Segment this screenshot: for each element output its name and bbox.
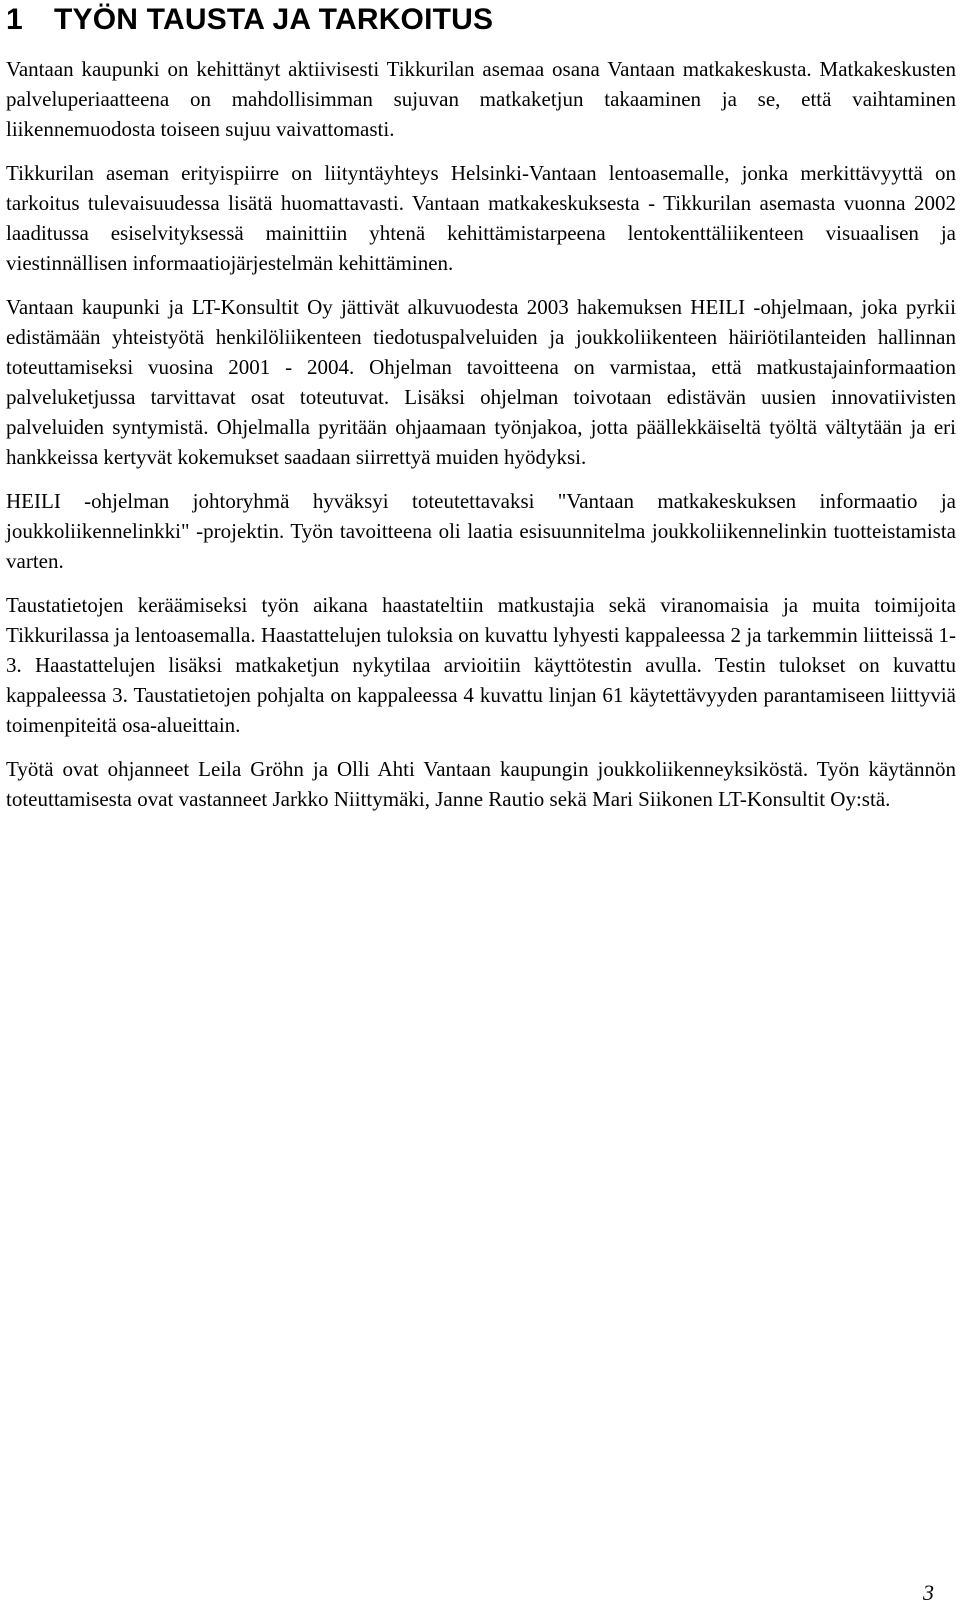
section-title: TYÖN TAUSTA JA TARKOITUS [54, 3, 494, 36]
paragraph-heili-application: Vantaan kaupunki ja LT-Konsultit Oy jättivät alkuvuodesta 2003 hakemuksen HEILI -ohjelmaan, joka pyrkii edistämään yhteistyötä henkilöliikenteen tiedotuspalveluiden ja joukkoliikenteen häiriötilanteiden hallinnan toteuttamiseksi vuosina 2001 - 2004. Ohjelman tavoitteena on varmistaa, että matkustajainformaation palveluketjussa tarvittavat osat toteutuvat. Lisäksi ohjelman toivotaan edistävän uusien innovatiivisten palveluiden syntymistä. Ohjelmalla pyritään ohjaamaan työnjakoa, jotta päällekkäiseltä työltä vältytään ja eri hankkeissa kertyvät kokemukset saadaan siirrettyä muiden hyödyksi. [6, 295, 956, 469]
paragraph-supervisors: Työtä ovat ohjanneet Leila Gröhn ja Olli Ahti Vantaan kaupungin joukkoliikenneyksiköstä. Työn käytännön toteuttamisesta ovat vastanneet Jarkko Niittymäki, Janne Rautio sekä Mari Siikonen LT-Konsultit Oy:stä. [6, 757, 956, 811]
paragraph-airport-link: Tikkurilan aseman erityispiirre on liityntäyhteys Helsinki-Vantaan lentoasemalle, jonka merkittävyyttä on tarkoitus tulevaisuudessa lisätä huomattavasti. Vantaan matkakeskuksesta - Tikkurilan asemasta vuonna 2002 laaditussa esiselvityksessä mainittiin yhtenä kehittämistarpeena lentokenttäliikenteen visuaalisen ja viestinnällisen informaatiojärjestelmän kehittäminen. [6, 161, 956, 275]
paragraph-intro: Vantaan kaupunki on kehittänyt aktiivisesti Tikkurilan asemaa osana Vantaan matkakeskusta. Matkakeskusten palveluperiaatteena on mahdollisimman sujuvan matkaketjun takaaminen ja se, että vaihtaminen liikennemuodosta toiseen sujuu vaivattomasti. [6, 57, 956, 141]
document-page [6, 0, 956, 814]
section-heading [6, 0, 956, 38]
section-number: 1 [6, 3, 23, 36]
paragraph-background-data: Taustatietojen keräämiseksi työn aikana haastateltiin matkustajia sekä viranomaisia ja muita toimijoita Tikkurilassa ja lentoasemalla. Haastattelujen tuloksia on kuvattu lyhyesti kappaleessa 2 ja tarkemmin liitteissä 1-3. Haastattelujen lisäksi matkaketjun nykytilaa arvioitiin käyttötestin avulla. Testin tulokset on kuvattu kappaleessa 3. Taustatietojen pohjalta on kappaleessa 4 kuvattu linjan 61 käytettävyyden parantamiseen liittyviä toimenpiteitä osa-alueittain. [6, 593, 956, 737]
paragraph-project-approval: HEILI -ohjelman johtoryhmä hyväksyi toteutettavaksi "Vantaan matkakeskuksen informaatio ja joukkoliikennelinkki" -projektin. Työn tavoitteena oli laatia esisuunnitelma joukkoliikennelinkin tuotteistamista varten. [6, 489, 956, 573]
page-number: 3 [923, 1580, 934, 1605]
